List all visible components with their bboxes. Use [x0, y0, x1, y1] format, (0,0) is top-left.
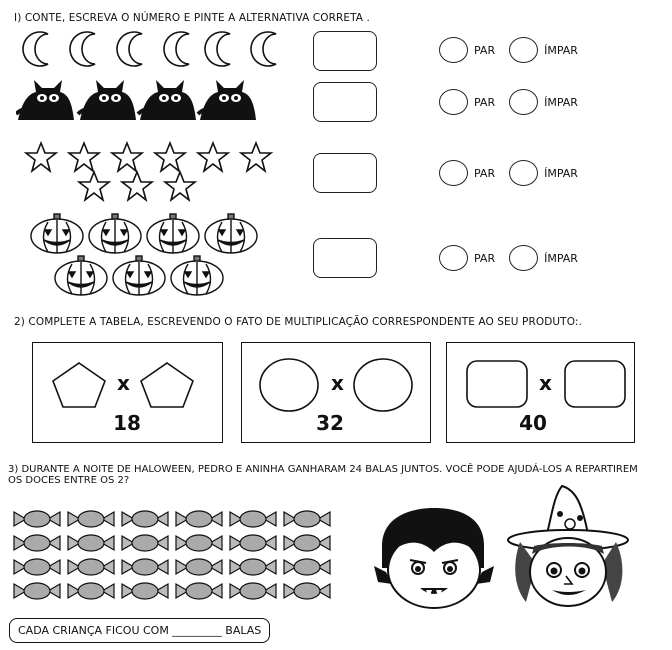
- star-icon: [79, 172, 109, 200]
- star-icon: [69, 143, 99, 171]
- witch-girl-icon: [506, 484, 638, 614]
- candy-icon: [68, 511, 114, 527]
- par-label: PAR: [474, 95, 496, 109]
- star-icon: [165, 172, 195, 200]
- answer-box-stars[interactable]: [313, 153, 377, 193]
- parity-options-cats: [439, 89, 578, 115]
- answer-box-moons[interactable]: [313, 31, 377, 71]
- moon-icon: [205, 32, 230, 66]
- question-3-line-2: OS DOCES ENTRE OS 2?: [8, 475, 130, 486]
- rect-factor-left: [467, 361, 527, 407]
- radio-impar[interactable]: [509, 245, 538, 271]
- pumpkin-icon: [171, 256, 223, 295]
- candy-icon: [68, 535, 114, 551]
- impar-label: ÍMPAR: [544, 166, 578, 180]
- times-symbol: x: [117, 371, 130, 395]
- candy-icon: [284, 535, 330, 551]
- star-icon: [122, 172, 152, 200]
- candy-icon: [230, 511, 276, 527]
- radio-par[interactable]: [439, 89, 468, 115]
- star-icon: [112, 143, 142, 171]
- candy-icon: [230, 559, 276, 575]
- par-label: PAR: [474, 251, 496, 265]
- pumpkin-icon: [55, 256, 107, 295]
- product-value: 18: [113, 411, 141, 435]
- answer-box-pumpkins[interactable]: [313, 238, 377, 278]
- rect-factor-right: [565, 361, 625, 407]
- star-icon: [241, 143, 271, 171]
- parity-options-moons: [439, 37, 578, 63]
- question-3-title: [8, 464, 638, 486]
- radio-impar[interactable]: [509, 160, 538, 186]
- par-label: PAR: [474, 166, 496, 180]
- candy-icon: [68, 559, 114, 575]
- star-row: [24, 140, 274, 206]
- impar-label: ÍMPAR: [544, 251, 578, 265]
- question-1-title: I) CONTE, ESCREVA O NÚMERO E PINTE A ALTERNATIVA CORRETA .: [14, 12, 370, 24]
- answer-box-cats[interactable]: [313, 82, 377, 122]
- star-icon: [198, 143, 228, 171]
- candy-icon: [14, 535, 60, 551]
- product-value: 40: [519, 411, 547, 435]
- moon-icon: [251, 32, 276, 66]
- candy-icon: [176, 583, 222, 599]
- moon-icon: [23, 32, 48, 66]
- times-symbol: x: [539, 371, 552, 395]
- black-cat-icon: [16, 80, 74, 120]
- circle-factor-right: [354, 359, 412, 411]
- parity-options-stars: [439, 160, 578, 186]
- candy-icon: [230, 535, 276, 551]
- candy-icon: [14, 583, 60, 599]
- radio-impar[interactable]: [509, 89, 538, 115]
- candy-icon: [284, 559, 330, 575]
- pumpkin-row: [28, 212, 273, 304]
- moon-row: [18, 30, 288, 72]
- multiplication-panel-pentagon: [32, 342, 223, 443]
- radio-impar[interactable]: [509, 37, 538, 63]
- candy-icon: [176, 511, 222, 527]
- radio-par[interactable]: [439, 160, 468, 186]
- cat-row: [16, 76, 266, 128]
- star-icon: [26, 143, 56, 171]
- candy-grid: [12, 508, 342, 608]
- moon-icon: [70, 32, 95, 66]
- moon-icon: [117, 32, 142, 66]
- pentagon-factor-right: [141, 363, 193, 407]
- candy-icon: [122, 511, 168, 527]
- candy-icon: [176, 559, 222, 575]
- pumpkin-icon: [147, 214, 199, 253]
- multiplication-panel-rectangle: [446, 342, 635, 443]
- pumpkin-icon: [113, 256, 165, 295]
- black-cat-icon: [78, 80, 136, 120]
- times-symbol: x: [331, 371, 344, 395]
- impar-label: ÍMPAR: [544, 95, 578, 109]
- candy-icon: [284, 511, 330, 527]
- candy-icon: [14, 511, 60, 527]
- candy-icon: [122, 583, 168, 599]
- answer-line: CADA CRIANÇA FICOU COM _________ BALAS: [9, 618, 270, 643]
- radio-par[interactable]: [439, 37, 468, 63]
- pentagon-factor-left: [53, 363, 105, 407]
- moon-icon: [164, 32, 189, 66]
- candy-icon: [176, 535, 222, 551]
- candy-icon: [122, 559, 168, 575]
- question-3-line-1: 3) DURANTE A NOITE DE HALOWEEN, PEDRO E ANINHA GANHARAM 24 BALAS JUNTOS. VOCÊ PODE AJUDÁ-LOS A REPARTIREM: [8, 464, 638, 475]
- radio-par[interactable]: [439, 245, 468, 271]
- candy-icon: [230, 583, 276, 599]
- question-2-title: 2) COMPLETE A TABELA, ESCREVENDO O FATO DE MULTIPLICAÇÃO CORRESPONDENTE AO SEU PRODUTO:.: [14, 316, 582, 328]
- pumpkin-icon: [89, 214, 141, 253]
- product-value: 32: [316, 411, 344, 435]
- star-icon: [155, 143, 185, 171]
- candy-icon: [122, 535, 168, 551]
- impar-label: ÍMPAR: [544, 43, 578, 57]
- multiplication-panel-circle: [241, 342, 431, 443]
- parity-options-pumpkins: [439, 245, 578, 271]
- candy-icon: [284, 583, 330, 599]
- candy-icon: [68, 583, 114, 599]
- black-cat-icon: [138, 80, 196, 120]
- black-cat-icon: [198, 80, 256, 120]
- par-label: PAR: [474, 43, 496, 57]
- candy-icon: [14, 559, 60, 575]
- circle-factor-left: [260, 359, 318, 411]
- pumpkin-icon: [31, 214, 83, 253]
- pumpkin-icon: [205, 214, 257, 253]
- vampire-boy-icon: [372, 506, 497, 614]
